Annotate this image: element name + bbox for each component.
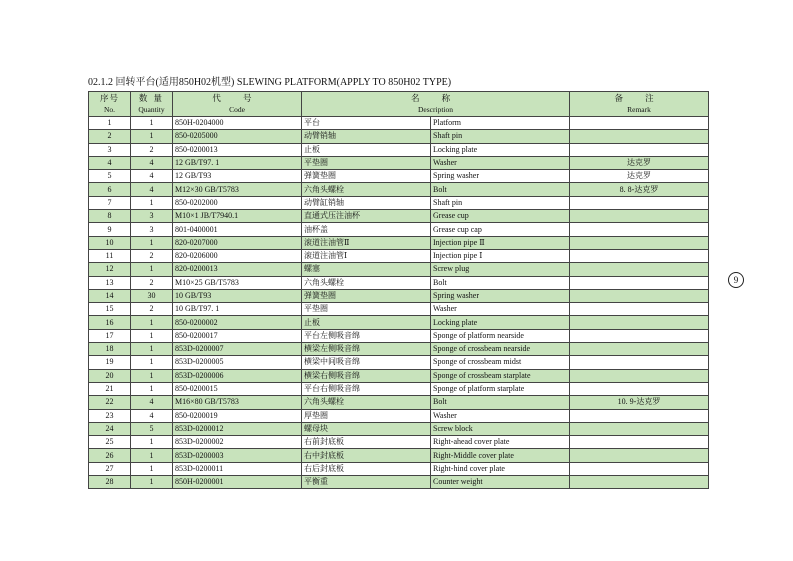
cell-quantity: 3 [131, 210, 173, 223]
cell-name-cn: 油杯盖 [302, 223, 431, 236]
cell-code: 850-0205000 [173, 130, 302, 143]
cell-description-en: Shaft pin [431, 196, 570, 209]
cell-no: 18 [89, 343, 131, 356]
cell-code: 850-0200019 [173, 409, 302, 422]
cell-no: 27 [89, 462, 131, 475]
cell-remark [570, 303, 709, 316]
cell-remark [570, 382, 709, 395]
cell-description-en: Bolt [431, 276, 570, 289]
cell-remark [570, 263, 709, 276]
cell-name-cn: 平台右侧吸音绵 [302, 382, 431, 395]
cell-no: 6 [89, 183, 131, 196]
cell-remark [570, 343, 709, 356]
cell-remark [570, 369, 709, 382]
table-header [89, 92, 709, 117]
cell-remark [570, 223, 709, 236]
cell-no: 2 [89, 130, 131, 143]
cell-description-en: Sponge of platform nearside [431, 329, 570, 342]
cell-description-en: Grease cup cap [431, 223, 570, 236]
cell-quantity: 4 [131, 170, 173, 183]
cell-description-en: Sponge of crossbeam midst [431, 356, 570, 369]
table-row [89, 343, 709, 356]
cell-name-cn: 右后封底板 [302, 462, 431, 475]
cell-name-cn: 右中封底板 [302, 449, 431, 462]
cell-name-cn: 滚道注油管Ⅰ [302, 249, 431, 262]
cell-name-cn: 止板 [302, 316, 431, 329]
cell-name-cn: 动臂缸销轴 [302, 196, 431, 209]
cell-remark [570, 249, 709, 262]
header-remark: 备 注 Remark [570, 92, 709, 117]
cell-quantity: 5 [131, 422, 173, 435]
cell-name-cn: 右前封底板 [302, 436, 431, 449]
cell-code: 850-0202000 [173, 196, 302, 209]
table-row [89, 476, 709, 489]
cell-code: 853D-0200007 [173, 343, 302, 356]
cell-name-cn: 六角头螺栓 [302, 396, 431, 409]
cell-remark [570, 130, 709, 143]
cell-description-en: Screw plug [431, 263, 570, 276]
cell-description-en: Washer [431, 409, 570, 422]
cell-quantity: 1 [131, 263, 173, 276]
cell-remark [570, 449, 709, 462]
cell-code: 850-0200015 [173, 382, 302, 395]
cell-description-en: Grease cup [431, 210, 570, 223]
table-row [89, 449, 709, 462]
cell-no: 5 [89, 170, 131, 183]
cell-quantity: 4 [131, 396, 173, 409]
cell-description-en: Locking plate [431, 316, 570, 329]
table-row [89, 382, 709, 395]
cell-description-en: Injection pipe Ⅰ [431, 249, 570, 262]
table-row [89, 170, 709, 183]
cell-code: 850H-0204000 [173, 117, 302, 130]
table-row [89, 436, 709, 449]
cell-no: 22 [89, 396, 131, 409]
cell-description-en: Spring washer [431, 170, 570, 183]
table-row [89, 409, 709, 422]
cell-quantity: 1 [131, 369, 173, 382]
cell-code: 853D-0200002 [173, 436, 302, 449]
table-row [89, 249, 709, 262]
cell-name-cn: 六角头螺栓 [302, 276, 431, 289]
table-body [89, 117, 709, 489]
cell-no: 8 [89, 210, 131, 223]
table-row [89, 223, 709, 236]
cell-remark [570, 143, 709, 156]
cell-no: 12 [89, 263, 131, 276]
parts-table [88, 91, 709, 489]
table-row [89, 356, 709, 369]
table-row [89, 276, 709, 289]
cell-description-en: Counter weight [431, 476, 570, 489]
cell-no: 7 [89, 196, 131, 209]
cell-remark: 8. 8-达克罗 [570, 183, 709, 196]
cell-name-cn: 平台 [302, 117, 431, 130]
cell-description-en: Right-Middle cover plate [431, 449, 570, 462]
cell-name-cn: 螺塞 [302, 263, 431, 276]
cell-name-cn: 横梁右侧吸音绵 [302, 369, 431, 382]
cell-no: 21 [89, 382, 131, 395]
cell-no: 25 [89, 436, 131, 449]
cell-name-cn: 动臂销轴 [302, 130, 431, 143]
cell-quantity: 1 [131, 196, 173, 209]
cell-quantity: 1 [131, 382, 173, 395]
table-row [89, 329, 709, 342]
cell-no: 10 [89, 236, 131, 249]
cell-remark [570, 236, 709, 249]
table-row [89, 143, 709, 156]
cell-code: M10×1 JB/T7940.1 [173, 210, 302, 223]
cell-remark [570, 289, 709, 302]
cell-quantity: 1 [131, 436, 173, 449]
cell-no: 23 [89, 409, 131, 422]
cell-name-cn: 平衡重 [302, 476, 431, 489]
cell-quantity: 2 [131, 143, 173, 156]
cell-description-en: Bolt [431, 183, 570, 196]
cell-quantity: 1 [131, 462, 173, 475]
table-row [89, 117, 709, 130]
cell-quantity: 1 [131, 316, 173, 329]
header-description: 名 称 Description [302, 92, 570, 117]
cell-code: 12 GB/T93 [173, 170, 302, 183]
cell-no: 20 [89, 369, 131, 382]
cell-description-en: Right-ahead cover plate [431, 436, 570, 449]
cell-description-en: Locking plate [431, 143, 570, 156]
cell-name-cn: 弹簧垫圈 [302, 170, 431, 183]
table-row [89, 316, 709, 329]
cell-description-en: Sponge of crossbeam starplate [431, 369, 570, 382]
cell-quantity: 2 [131, 303, 173, 316]
cell-no: 15 [89, 303, 131, 316]
cell-code: 853D-0200011 [173, 462, 302, 475]
page-number: 9 [728, 272, 744, 288]
cell-remark [570, 210, 709, 223]
cell-no: 4 [89, 156, 131, 169]
cell-remark [570, 422, 709, 435]
cell-description-en: Shaft pin [431, 130, 570, 143]
cell-code: 853D-0200005 [173, 356, 302, 369]
table-row [89, 422, 709, 435]
cell-remark: 10. 9-达克罗 [570, 396, 709, 409]
cell-name-cn: 横梁中间吸音绵 [302, 356, 431, 369]
header-code: 代 号 Code [173, 92, 302, 117]
cell-code: 801-0400001 [173, 223, 302, 236]
table-row [89, 130, 709, 143]
cell-description-en: Screw block [431, 422, 570, 435]
cell-name-cn: 滚道注油管Ⅱ [302, 236, 431, 249]
table-row [89, 236, 709, 249]
cell-code: 820-0200013 [173, 263, 302, 276]
table-row [89, 303, 709, 316]
table-row [89, 396, 709, 409]
cell-quantity: 1 [131, 449, 173, 462]
cell-remark: 达克罗 [570, 170, 709, 183]
cell-no: 17 [89, 329, 131, 342]
cell-code: 853D-0200006 [173, 369, 302, 382]
cell-quantity: 1 [131, 329, 173, 342]
cell-quantity: 3 [131, 223, 173, 236]
cell-no: 9 [89, 223, 131, 236]
cell-code: 850-0200013 [173, 143, 302, 156]
cell-quantity: 2 [131, 249, 173, 262]
cell-no: 26 [89, 449, 131, 462]
cell-name-cn: 螺母块 [302, 422, 431, 435]
table-row [89, 156, 709, 169]
cell-no: 19 [89, 356, 131, 369]
cell-no: 24 [89, 422, 131, 435]
cell-remark [570, 316, 709, 329]
cell-no: 11 [89, 249, 131, 262]
cell-description-en: Bolt [431, 396, 570, 409]
cell-description-en: Washer [431, 303, 570, 316]
cell-code: 850-0200017 [173, 329, 302, 342]
cell-description-en: Injection pipe Ⅱ [431, 236, 570, 249]
cell-quantity: 4 [131, 156, 173, 169]
cell-name-cn: 横梁左侧吸音绵 [302, 343, 431, 356]
cell-quantity: 1 [131, 476, 173, 489]
cell-no: 28 [89, 476, 131, 489]
cell-quantity: 4 [131, 183, 173, 196]
cell-code: 820-0206000 [173, 249, 302, 262]
cell-code: 12 GB/T97. 1 [173, 156, 302, 169]
cell-code: 820-0207000 [173, 236, 302, 249]
cell-remark: 达克罗 [570, 156, 709, 169]
cell-no: 13 [89, 276, 131, 289]
cell-code: 10 GB/T93 [173, 289, 302, 302]
section-title: 02.1.2 回转平台(适用850H02机型) SLEWING PLATFORM(APPLY TO 850H02 TYPE) [88, 77, 452, 88]
cell-remark [570, 462, 709, 475]
cell-code: M12×30 GB/T5783 [173, 183, 302, 196]
cell-code: M10×25 GB/T5783 [173, 276, 302, 289]
cell-code: 850H-0200001 [173, 476, 302, 489]
cell-quantity: 2 [131, 276, 173, 289]
cell-no: 14 [89, 289, 131, 302]
cell-remark [570, 196, 709, 209]
cell-quantity: 1 [131, 117, 173, 130]
cell-remark [570, 276, 709, 289]
cell-description-en: Sponge of platform starplate [431, 382, 570, 395]
cell-quantity: 1 [131, 236, 173, 249]
cell-name-cn: 止板 [302, 143, 431, 156]
cell-quantity: 30 [131, 289, 173, 302]
cell-remark [570, 117, 709, 130]
header-quantity: 数 量 Quantity [131, 92, 173, 117]
table-row [89, 196, 709, 209]
cell-remark [570, 436, 709, 449]
cell-code: 853D-0200012 [173, 422, 302, 435]
cell-code: 10 GB/T97. 1 [173, 303, 302, 316]
cell-description-en: Spring washer [431, 289, 570, 302]
table-row [89, 462, 709, 475]
cell-code: M16×80 GB/T5783 [173, 396, 302, 409]
cell-quantity: 1 [131, 356, 173, 369]
cell-name-cn: 平垫圈 [302, 303, 431, 316]
cell-description-en: Sponge of crossbeam nearside [431, 343, 570, 356]
cell-quantity: 1 [131, 343, 173, 356]
table-row [89, 369, 709, 382]
cell-name-cn: 直通式压注油杯 [302, 210, 431, 223]
table-row [89, 289, 709, 302]
table-row [89, 263, 709, 276]
cell-description-en: Right-hind cover plate [431, 462, 570, 475]
cell-description-en: Washer [431, 156, 570, 169]
cell-name-cn: 平垫圈 [302, 156, 431, 169]
cell-no: 1 [89, 117, 131, 130]
cell-remark [570, 329, 709, 342]
cell-name-cn: 弹簧垫圈 [302, 289, 431, 302]
table-row [89, 183, 709, 196]
header-no: 序号 No. [89, 92, 131, 117]
cell-remark [570, 356, 709, 369]
cell-no: 16 [89, 316, 131, 329]
cell-description-en: Platform [431, 117, 570, 130]
cell-name-cn: 六角头螺栓 [302, 183, 431, 196]
table-row [89, 210, 709, 223]
cell-name-cn: 平台左侧吸音绵 [302, 329, 431, 342]
cell-code: 850-0200002 [173, 316, 302, 329]
cell-remark [570, 409, 709, 422]
cell-name-cn: 厚垫圈 [302, 409, 431, 422]
cell-code: 853D-0200003 [173, 449, 302, 462]
cell-no: 3 [89, 143, 131, 156]
cell-remark [570, 476, 709, 489]
cell-quantity: 4 [131, 409, 173, 422]
cell-quantity: 1 [131, 130, 173, 143]
